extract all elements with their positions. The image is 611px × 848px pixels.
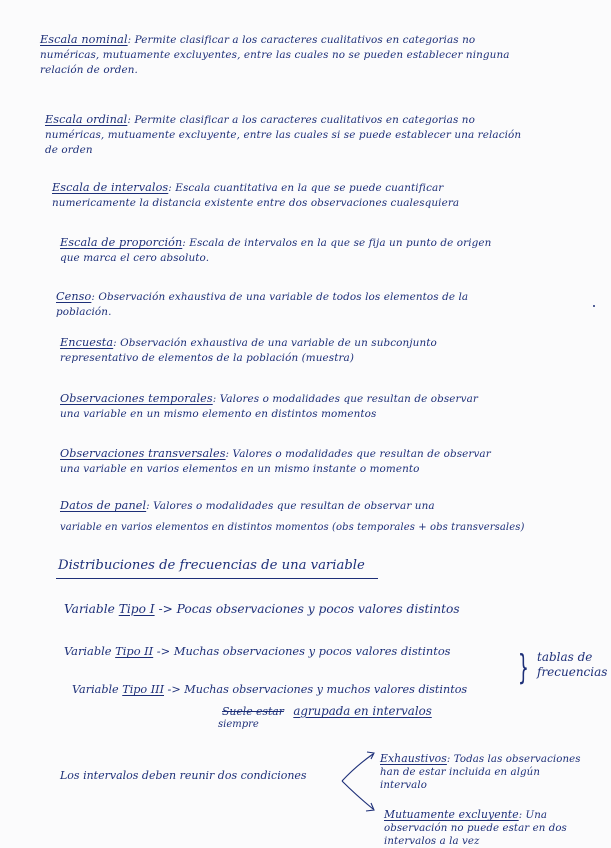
definition-text: : Escala cuantitativa en la que se puede cuantificar xyxy=(168,182,444,194)
definition-text: : Escala de intervalos en la que se fija un punto de origen xyxy=(182,237,492,249)
definition-text: : Valores o modalidades que resultan de observar xyxy=(212,393,478,405)
definition-text: : Permite clasificar a los caracteres cualitativos en categorias no xyxy=(127,34,476,46)
definition-text: : Valores o modalidades que resultan de observar xyxy=(225,448,491,460)
definition-text: población. xyxy=(56,306,112,318)
variable-description: Pocas observaciones y pocos valores distintos xyxy=(176,602,460,616)
definition-term: Escala ordinal xyxy=(45,113,128,126)
variable-prefix: Variable xyxy=(64,602,119,616)
definition-text: : Valores o modalidades que resultan de observar una xyxy=(146,500,435,512)
variable-type: Tipo III xyxy=(122,683,164,696)
definition-term: Censo xyxy=(56,290,92,303)
variable-type: Tipo I xyxy=(118,602,155,616)
condition-text: intervalo xyxy=(380,780,427,791)
variable-description: Muchas observaciones y pocos valores distintos xyxy=(173,644,451,658)
definition-term: Encuesta xyxy=(60,336,114,349)
condition-term: Exhaustivos xyxy=(380,752,447,765)
condition-text: intervalos a la vez xyxy=(384,836,480,847)
definition-text: que marca el cero absoluto. xyxy=(60,252,210,264)
variable-prefix: Variable xyxy=(72,683,123,696)
grouped-text: agrupada en intervalos xyxy=(293,704,432,718)
arrow-glyph: -> xyxy=(153,644,174,658)
definition-term: Escala de intervalos xyxy=(52,181,169,194)
definition-text: : Permite clasificar a los caracteres cualitativos en categorias no xyxy=(127,114,475,126)
variable-prefix: Variable xyxy=(64,644,116,658)
definition-term: Observaciones transversales xyxy=(60,447,226,460)
variable-description: Muchas observaciones y muchos valores distintos xyxy=(184,683,468,696)
definition-term: Escala nominal xyxy=(40,33,128,46)
condition-text: observación no puede estar en dos xyxy=(384,823,567,834)
definition-text: relación de orden. xyxy=(40,64,138,76)
variable-type: Tipo II xyxy=(115,644,154,658)
definition-text: : Observación exhaustiva de una variable de un subconjunto xyxy=(113,337,437,349)
definition-text: : Observación exhaustiva de una variable de todos los elementos de la xyxy=(91,291,469,303)
replacement-word: siempre xyxy=(218,719,259,730)
condition-text: : Una xyxy=(518,810,548,821)
definition-term: Observaciones temporales xyxy=(60,392,213,405)
condition-text: han de estar incluida en algún xyxy=(380,767,540,778)
definition-term: Escala de proporción xyxy=(60,236,183,249)
definition-text: variable en varios elementos en distintos momentos (obs temporales + obs transversales) xyxy=(60,522,525,533)
definition-text: de orden xyxy=(45,144,93,156)
struck-text: Suele estar xyxy=(222,705,284,718)
section-heading: Distribuciones de frecuencias de una variable xyxy=(58,558,365,573)
condition-exhaustivos xyxy=(380,752,581,792)
definition-text: una variable en un mismo elemento en distintos momentos xyxy=(60,408,377,420)
definition-text: numéricas, mutuamente excluyentes, entre las cuales no se pueden establecer ninguna xyxy=(40,49,510,61)
definition-text: una variable en varios elementos en un mismo instante o momento xyxy=(60,463,420,475)
condition-text: : Todas las observaciones xyxy=(446,754,581,765)
definition-term: Datos de panel xyxy=(60,499,147,512)
condition-term: Mutuamente excluyente xyxy=(384,808,519,821)
definition-text: representativo de elementos de la población (muestra) xyxy=(60,352,355,364)
condition-mutuamente-excluyente xyxy=(384,808,567,848)
definition-text: numericamente la distancia existente entre dos observaciones cualesquiera xyxy=(52,197,460,209)
side-note-line: tablas de xyxy=(537,650,593,664)
side-note-line: frecuencias xyxy=(537,665,608,679)
arrow-glyph: -> xyxy=(164,683,185,696)
brace-glyph: } xyxy=(518,648,529,688)
intervals-lead: Los intervalos deben reunir dos condiciones xyxy=(60,769,307,782)
arrow-glyph: -> xyxy=(154,602,177,616)
definition-text: numéricas, mutuamente excluyente, entre las cuales si se puede establecer una relación xyxy=(45,129,522,141)
